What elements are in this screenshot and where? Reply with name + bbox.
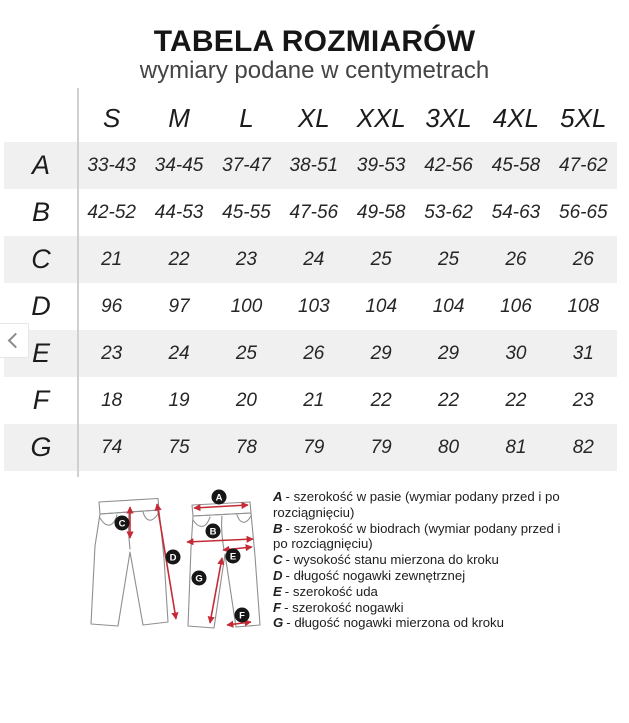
- table-row-f: [4, 377, 617, 424]
- svg-text:D: D: [169, 552, 177, 564]
- size-header-4xl: 4XL: [492, 103, 540, 133]
- legend-text: - szerokość w pasie (wymiar podany przed i po rozciągnięciu): [273, 489, 560, 520]
- table-row-a: [4, 142, 617, 189]
- table-cell: 26: [572, 248, 594, 270]
- table-cell: 22: [505, 389, 527, 411]
- row-label: C: [31, 244, 51, 274]
- legend-text: - wysokość stanu mierzona do kroku: [285, 552, 499, 568]
- table-cell: 23: [101, 342, 123, 364]
- diagram-label-b: [206, 524, 221, 539]
- legend-item-a: [273, 489, 573, 521]
- diagram-label-c: [115, 516, 130, 531]
- size-header-xxl: XXL: [356, 103, 406, 133]
- chevron-left-icon: [8, 333, 24, 349]
- size-header-row: [4, 95, 617, 142]
- table-row-c: [4, 236, 617, 283]
- table-row-e: [4, 330, 617, 377]
- table-cell: 21: [303, 389, 325, 411]
- table-cell: 80: [437, 436, 460, 458]
- svg-text:E: E: [229, 551, 237, 563]
- row-label: B: [31, 197, 50, 227]
- table-cell: 97: [168, 295, 190, 317]
- table-divider-line: [77, 88, 79, 477]
- table-cell: 104: [365, 295, 398, 317]
- table-cell: 75: [168, 436, 190, 458]
- table-cell: 47-62: [559, 154, 608, 176]
- carousel-prev-button[interactable]: [0, 323, 29, 358]
- legend-text: - szerokość nogawki: [284, 599, 404, 615]
- row-label: E: [31, 338, 50, 368]
- diagram-label-f: [235, 608, 250, 623]
- table-cell: 79: [303, 436, 325, 458]
- table-cell: 39-53: [356, 154, 406, 176]
- table-cell: 25: [235, 342, 257, 364]
- table-cell: 22: [437, 389, 460, 411]
- legend-item-f: [273, 600, 573, 616]
- table-cell: 25: [370, 248, 392, 270]
- legend-text: - długość nogawki zewnętrznej: [285, 567, 466, 583]
- table-cell: 42-52: [87, 201, 136, 223]
- legend-letter: C: [273, 552, 283, 568]
- table-cell: 106: [500, 295, 532, 317]
- table-cell: 104: [432, 295, 465, 317]
- table-cell: 78: [235, 436, 257, 458]
- measure-arrows: [130, 504, 253, 625]
- table-cell: 38-51: [289, 154, 339, 176]
- table-cell: 24: [303, 248, 325, 270]
- table-cell: 19: [168, 389, 190, 411]
- diagram-label-g: [192, 571, 207, 586]
- pants-outline-right: [188, 502, 260, 628]
- table-cell: 100: [230, 295, 263, 317]
- measure-arrow-a: [194, 505, 248, 508]
- legend-item-g: [273, 615, 573, 631]
- legend-letter: D: [273, 567, 283, 583]
- row-label: G: [30, 432, 52, 462]
- table-cell: 30: [505, 342, 527, 364]
- table-cell: 29: [437, 342, 460, 364]
- table-cell: 29: [370, 342, 392, 364]
- size-header-s: S: [103, 103, 121, 133]
- diagram-label-e: [226, 549, 241, 564]
- size-header-3xl: 3XL: [425, 103, 472, 133]
- measurement-legend: [273, 489, 573, 631]
- row-label: F: [32, 385, 50, 415]
- table-cell: 45-55: [222, 201, 271, 223]
- legend-text: - szerokość w biodrach (wymiar podany przed i po rozciągnięciu): [273, 520, 561, 552]
- table-cell: 23: [572, 389, 594, 411]
- diagram-label-d: [166, 550, 181, 565]
- table-cell: 26: [303, 342, 325, 364]
- table-cell: 53-62: [424, 201, 473, 223]
- table-cell: 56-65: [559, 201, 608, 223]
- page-title: TABELA ROZMIARÓW: [153, 25, 476, 58]
- table-cell: 33-43: [87, 154, 136, 176]
- row-label: A: [31, 150, 50, 180]
- table-cell: 45-58: [491, 154, 541, 176]
- table-cell: 22: [168, 248, 190, 270]
- table-cell: 20: [235, 389, 257, 411]
- svg-text:G: G: [195, 573, 203, 585]
- legend-letter: F: [273, 599, 282, 615]
- table-cell: 82: [572, 436, 594, 458]
- legend-letter: E: [273, 583, 282, 599]
- measure-arrow-e: [223, 547, 252, 550]
- pants-diagram: [80, 486, 275, 644]
- size-header-5xl: 5XL: [560, 103, 607, 133]
- legend-text: - długość nogawki mierzona od kroku: [286, 615, 504, 631]
- legend-item-e: [273, 584, 573, 600]
- table-cell: 96: [101, 295, 123, 317]
- table-cell: 21: [101, 248, 123, 270]
- legend-letter: G: [273, 615, 284, 631]
- table-row-d: [4, 283, 617, 330]
- table-cell: 24: [168, 342, 190, 364]
- table-cell: 25: [437, 248, 460, 270]
- table-cell: 74: [101, 436, 123, 458]
- table-cell: 81: [505, 436, 527, 458]
- table-cell: 37-47: [222, 154, 271, 176]
- svg-text:A: A: [215, 492, 223, 504]
- svg-text:C: C: [118, 518, 126, 530]
- table-row-g: [4, 424, 617, 471]
- svg-text:B: B: [209, 526, 217, 538]
- table-cell: 18: [101, 389, 123, 411]
- legend-text: - szerokość uda: [284, 583, 378, 599]
- legend-item-c: [273, 552, 573, 568]
- table-cell: 34-45: [154, 154, 204, 176]
- legend-letter: B: [273, 520, 283, 536]
- table-cell: 108: [567, 295, 600, 317]
- svg-text:F: F: [239, 610, 245, 622]
- size-header-l: L: [239, 103, 254, 133]
- table-cell: 49-58: [356, 201, 406, 223]
- page-subtitle: wymiary podane w centymetrach: [139, 57, 490, 84]
- size-header-xl: XL: [297, 103, 330, 133]
- table-cell: 47-56: [289, 201, 339, 223]
- table-row-b: [4, 189, 617, 236]
- size-table-body: [0, 142, 629, 471]
- row-label: D: [31, 291, 51, 321]
- table-cell: 31: [572, 342, 594, 364]
- table-cell: 42-56: [424, 154, 473, 176]
- table-cell: 79: [370, 436, 392, 458]
- table-cell: 103: [297, 295, 330, 317]
- table-cell: 26: [505, 248, 527, 270]
- legend-letter: A: [273, 489, 283, 504]
- size-table: [0, 95, 629, 471]
- table-cell: 54-63: [491, 201, 541, 223]
- diagram-label-a: [212, 490, 227, 505]
- table-cell: 44-53: [154, 201, 204, 223]
- size-header-m: M: [168, 103, 190, 133]
- measure-arrow-f: [227, 622, 251, 625]
- measure-arrow-b: [187, 539, 253, 542]
- table-cell: 23: [235, 248, 257, 270]
- legend-item-d: [273, 568, 573, 584]
- legend-item-b: [273, 521, 573, 553]
- table-cell: 22: [370, 389, 392, 411]
